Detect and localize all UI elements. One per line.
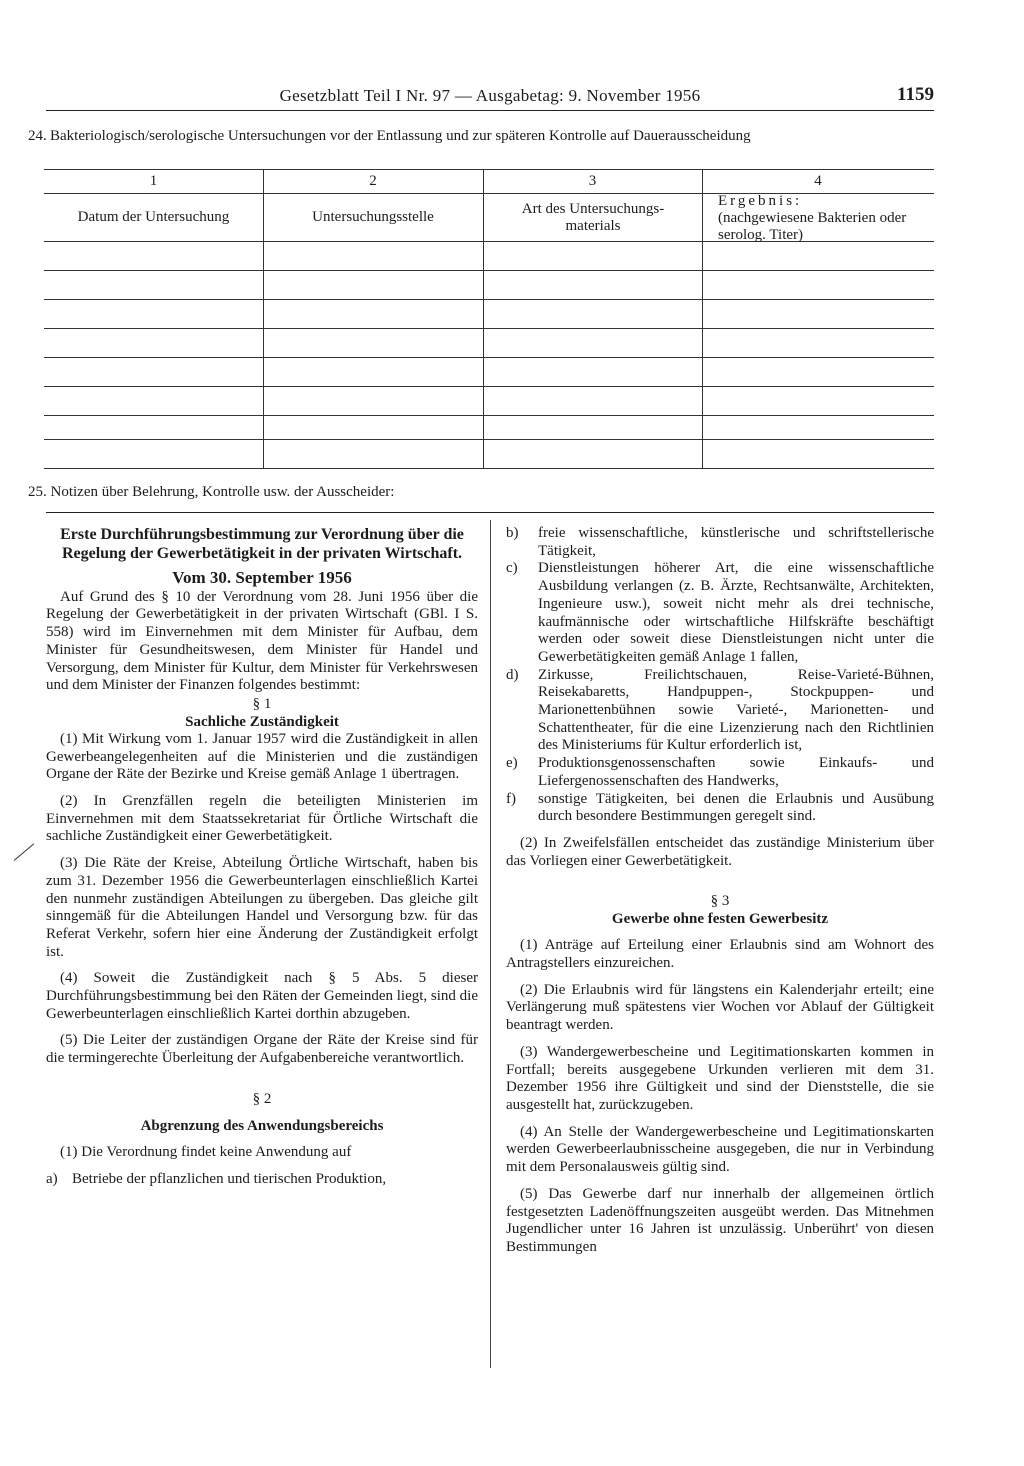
column-header-material: Art des Untersuchungs-materials [521, 201, 665, 234]
column-header-result-label: Ergebnis: [718, 193, 803, 209]
table-row-rule [44, 386, 934, 387]
paragraph: (1) Anträge auf Erteilung einer Erlaubnis sind am Wohnort des Antragstellers einzureichen. [506, 937, 934, 972]
paragraph: (2) In Grenzfällen regeln die beteiligten Ministerien im Einvernehmen mit dem Staatssekretariat für Örtliche Wirtschaft die sachliche Zuständigkeit einer Gewerbetätigkeit. [46, 793, 478, 845]
table-row-rule [44, 468, 934, 469]
table-rule [44, 169, 934, 170]
item-24-text: Bakteriologisch/serologische Untersuchungen vor der Entlassung und zur späteren Kontrolle auf Dauerausscheidung [50, 128, 751, 144]
left-column [46, 525, 478, 1188]
table-row-rule [44, 439, 934, 440]
table-row-rule [44, 415, 934, 416]
list-item-text: Produktionsgenossenschaften sowie Einkaufs- und Liefergenossenschaften des Handwerks, [538, 755, 934, 789]
list-item [506, 755, 934, 790]
paragraph: (1) Mit Wirkung vom 1. Januar 1957 wird die Zuständigkeit in allen Gewerbeangelegenheiten auf die Ministerien und die zuständigen Organe der Räte der Bezirke und Kreise gemäß Anlage 1 übertragen. [46, 730, 478, 783]
list-item [506, 791, 934, 826]
item-24-number: 24. [28, 128, 47, 144]
paragraph: (2) Die Erlaubnis wird für längstens ein Kalenderjahr erteilt; eine Verlängerung muß spätestens vier Wochen vor Ablauf der Gültigkeit beantragt werden. [506, 981, 934, 1034]
list-item-label: e) [506, 755, 518, 772]
table-column-rule [483, 169, 484, 469]
list-item-label: f) [506, 790, 516, 807]
column-header-result [718, 193, 930, 244]
section-2-title: Abgrenzung des Anwendungsbereichs [140, 1117, 384, 1134]
list-item-label: a) [46, 1170, 58, 1187]
column-number: 4 [814, 173, 822, 189]
column-number: 1 [149, 173, 158, 189]
table-row-rule [44, 270, 934, 271]
margin-mark [14, 843, 35, 860]
page-header [46, 86, 934, 108]
section-3-number: § 3 [710, 893, 730, 910]
examination-table [44, 169, 934, 469]
section-3-title: Gewerbe ohne festen Gewerbesitz [611, 911, 829, 928]
section-2-number: § 2 [252, 1090, 272, 1107]
column-header-date: Datum der Untersuchung [77, 209, 230, 225]
document-title: Erste Durchführungsbestimmung zur Verordnung über die Regelung der Gewerbetätigkeit in der privaten Wirtschaft. [60, 526, 464, 562]
column-number: 2 [369, 173, 377, 189]
paragraph: (5) Das Gewerbe darf nur innerhalb der allgemeinen örtlich festgesetzten Ladenöffnungszeiten ausgeübt werden. Das Mitnehmen Jugendlicher unter 16 Jahren ist unzulässig. Unberührt' von diesen Bestimmungen [506, 1185, 934, 1255]
table-row-rule [44, 299, 934, 300]
right-column [506, 525, 934, 1257]
list-item-text: sonstige Tätigkeiten, bei denen die Erlaubnis und Ausübung durch besondere Bestimmungen geregelt sind. [538, 790, 934, 825]
column-number: 3 [588, 173, 597, 189]
list-item [506, 525, 934, 560]
table-row-rule [44, 357, 934, 358]
column-divider [490, 520, 491, 1368]
list-item-text: Zirkusse, Freilichtschauen, Reise-Varieté-Bühnen, Reisekabaretts, Handpuppen-, Stockpuppen- und Marionettenbühnen sowie Varieté-, Marionetten- und Schattentheater, für die eine Lizenzierung nach den Richtlinien des Ministeriums für Kultur erforderlich ist, [538, 666, 934, 754]
column-header-result-detail: (nachgewiesene Bakterien oder serolog. Titer) [718, 210, 907, 243]
header-title: Gesetzblatt Teil I Nr. 97 — Ausgabetag: 9. November 1956 [279, 86, 701, 105]
list-item-label: b) [506, 525, 519, 541]
page-number: 1159 [897, 84, 934, 105]
paragraph: (4) An Stelle der Wandergewerbescheine und Legitimationskarten werden Gewerbeerlaubnisscheine ausgegeben, die nur in Verbindung mit dem Personalausweis gültig sind. [506, 1123, 934, 1176]
list-item-text: Dienstleistungen höherer Art, die eine wissenschaftliche Ausbildung verlangen (z. B. Ärzte, Rechtsanwälte, Architekten, Ingenieure usw.), soweit nicht mehr als drei technische, kaufmännische oder wirtschaftliche Hilfskräfte beschäftigt werden oder soweit diese Dienstleistungen nicht unter die Gewerbetätigkeiten gemäß Anlage 1 fallen, [538, 560, 934, 665]
section-1-title: Sachliche Zuständigkeit [185, 713, 339, 730]
table-column-rule [702, 169, 703, 469]
paragraph: (5) Die Leiter der zuständigen Organe der Räte der Kreise sind für die termingerechte Überleitung der Aufgabenbereiche verantwortlich. [46, 1032, 478, 1067]
list-item-label: d) [506, 666, 519, 683]
list-item [46, 1171, 478, 1189]
paragraph: (1) Die Verordnung findet keine Anwendung auf [60, 1143, 352, 1160]
list-item-text: freie wissenschaftliche, künstlerische und schriftstellerische Tätigkeit, [538, 525, 934, 559]
column-header-station: Untersuchungsstelle [312, 209, 434, 225]
section-1-number: § 1 [252, 695, 272, 712]
section-rule [46, 512, 934, 513]
paragraph: (2) In Zweifelsfällen entscheidet das zuständige Ministerium über das Vorliegen einer Gewerbetätigkeit. [506, 834, 934, 869]
list-item-text: Betriebe der pflanzlichen und tierischen Produktion, [72, 1170, 387, 1187]
list-item [506, 667, 934, 756]
list-item [506, 560, 934, 666]
document-date: Vom 30. September 1956 [172, 568, 352, 587]
item-24 [28, 128, 936, 145]
item-25: 25. Notizen über Belehrung, Kontrolle usw. der Ausscheider: [28, 484, 395, 500]
paragraph: (3) Wandergewerbescheine und Legitimationskarten kommen in Fortfall; bereits ausgegebene Urkunden verlieren mit dem 31. Dezember 1956 ihre Gültigkeit und sind der Dienststelle, die sie ausgestellt hat, zurückzugeben. [506, 1043, 934, 1113]
list-item-label: c) [506, 560, 518, 577]
paragraph: (3) Die Räte der Kreise, Abteilung Örtliche Wirtschaft, haben bis zum 31. Dezember 1956 die Gewerbeunterlagen einschließlich Kartei den nunmehr zuständigen Abteilungen zu übergeben. Das gleiche gilt sinngemäß für die Abteilungen Handel und Versorgung bzw. für das Referat Verkehr, sofern hier eine Änderung der Zuständigkeit erfolgt ist. [46, 855, 478, 960]
header-rule [46, 110, 934, 111]
preamble-paragraph: Auf Grund des § 10 der Verordnung vom 28. Juni 1956 über die Regelung der Gewerbetätigkeit in der privaten Wirtschaft (GBl. I S. 558) wird im Einvernehmen mit dem Minister für Aufbau, dem Minister für Gesundheitswesen, dem Minister für Handel und Versorgung, dem Minister für Kultur, dem Minister für Verkehrswesen und dem Minister der Finanzen folgendes bestimmt: [46, 588, 478, 694]
table-row-rule [44, 328, 934, 329]
paragraph: (4) Soweit die Zuständigkeit nach § 5 Abs. 5 dieser Durchführungsbestimmung bei den Räten der Gemeinden liegt, sind die Gewerbeunterlagen einschließlich Kartei dorthin abzugeben. [46, 970, 478, 1022]
